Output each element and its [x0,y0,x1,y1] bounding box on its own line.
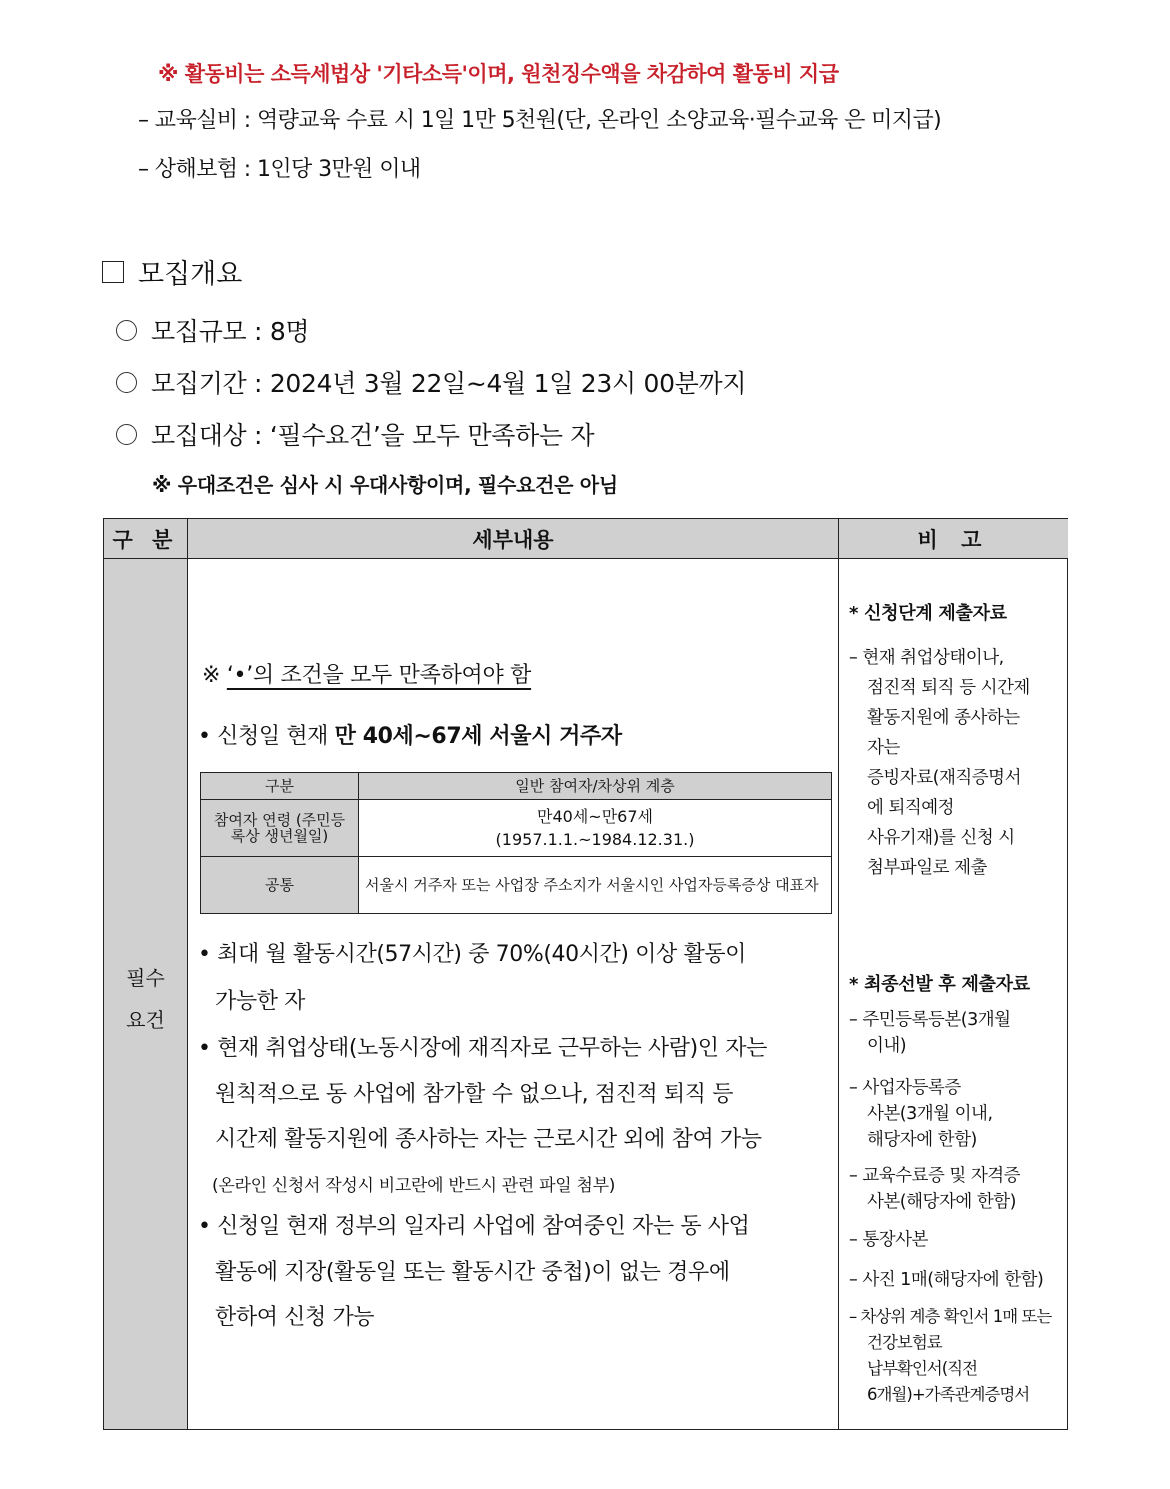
note-line: 자는 [867,738,900,758]
birth-date-range: (1957.1.1.~1984.12.31.) [495,830,695,849]
recruit-period-label: 모집기간 [151,369,247,398]
apply-stage-docs [849,643,1064,883]
circle-bullet-icon [116,424,137,445]
recruit-size-label: 모집규모 [151,317,247,346]
recruit-period-row [116,364,746,400]
note-line: – 사진 1매(해당자에 한함) [849,1270,1044,1290]
common-label: 공통 [201,857,359,914]
preference-note: ※ 우대조건은 심사 시 우대사항이며, 필수요건은 아님 [152,473,618,497]
circle-bullet-icon [116,320,137,341]
bullet-employment-cont2: 시간제 활동지원에 종사하는 자는 근로시간 외에 참여 가능 [215,1127,762,1152]
note-line: – 차상위 계층 확인서 1매 또는 [849,1307,1052,1326]
age-criteria-table [200,772,832,914]
note-line: – 사업자등록증 [849,1078,961,1098]
bullet-activity-hours: • 최대 월 활동시간(57시간) 중 70%(40시간) 이상 활동이 [198,942,747,967]
requirement-note-underlined: ‘•’의 조건을 모두 만족하여야 함 [226,663,532,688]
common-value: 서울시 거주자 또는 사업장 주소지가 서울시인 사업자등록증상 대표자 [359,857,832,914]
bullet-activity-hours-cont: 가능한 자 [215,989,306,1014]
bullet-government-job-cont1: 활동에 지장(활동일 또는 활동시간 중첩)이 없는 경우에 [215,1260,730,1285]
note-line: 건강보험료 [867,1333,942,1352]
separator: : [246,317,270,346]
requirement-note [202,658,531,689]
section-title [102,252,242,291]
bullet-government-job-cont2: 한하여 신청 가능 [215,1305,375,1330]
bullet-employment: • 현재 취업상태(노동시장에 재직자로 근무하는 사람)인 자는 [198,1036,767,1061]
recruit-target-label: 모집대상 [151,421,247,450]
note-line: – 현재 취업상태이나, [849,648,1004,668]
circle-bullet-icon [116,372,137,393]
note-line: 에 퇴직예정 [867,798,955,818]
final-doc-resident-register [849,1007,1064,1059]
age-range: 만40세~만67세 [537,807,653,826]
remarks-cell [839,559,1068,1429]
age-value [359,800,832,857]
header-details: 세부내용 [188,519,839,559]
requirements-table [103,518,1068,1430]
category-line2: 요건 [126,1008,165,1032]
section-title-text: 모집개요 [138,259,243,290]
insurance-line: – 상해보험 : 1인당 3만원 이내 [138,157,421,182]
bullet-age-residence [198,719,622,750]
header-category: 구 분 [104,519,188,559]
final-doc-certificates [849,1163,1064,1215]
attachment-note: (온라인 신청서 작성시 비고란에 반드시 관련 파일 첨부) [212,1176,616,1196]
recruit-period-value: 2024년 3월 22일~4월 1일 23시 00분까지 [269,369,747,398]
note-line: 사본(3개월 이내, [867,1104,993,1124]
note-line: – 주민등록등본(3개월 [849,1010,1011,1030]
details-cell [188,559,839,1429]
bullet-government-job: • 신청일 현재 정부의 일자리 사업에 참여중인 자는 동 사업 [198,1214,750,1239]
recruit-target-row [116,416,594,452]
note-line: – 통장사본 [849,1230,928,1250]
header-remarks: 비 고 [839,519,1068,559]
note-line: 6개월)+가족관계증명서 [867,1385,1030,1404]
age-label: 참여자 연령 (주민등록상 생년월일) [201,800,359,857]
bullet-employment-cont1: 원칙적으로 동 사업에 참가할 수 없으나, 점진적 퇴직 등 [215,1082,734,1107]
inner-header-group: 일반 참여자/차상위 계층 [359,773,832,800]
note-line: 이내) [867,1036,907,1056]
education-cost-line: – 교육실비 : 역량교육 수료 시 1일 1만 5천원(단, 온라인 소양교육·필수교육 은 미지급) [138,108,942,133]
note-line: 증빙자료(재직증명서 [867,768,1021,788]
separator: : [246,369,270,398]
category-cell [104,559,188,1429]
final-doc-low-income [849,1304,1064,1408]
note-line: 사본(해당자에 한함) [867,1192,1016,1212]
income-tax-note: ※ 활동비는 소득세법상 '기타소득'이며, 원천징수액을 차감하여 활동비 지급 [158,62,839,86]
apply-stage-heading: * 신청단계 제출자료 [849,603,1007,624]
bullet-bold-text: 만 40세~67세 서울시 거주자 [334,724,622,749]
note-line: 활동지원에 종사하는 [867,708,1020,728]
inner-header-category: 구분 [201,773,359,800]
separator: : [246,421,270,450]
square-bullet-icon [102,261,124,283]
recruit-size-row [116,312,309,348]
bullet-text: • 신청일 현재 [198,724,335,749]
category-line1: 필수 [126,966,165,990]
note-line: 점진적 퇴직 등 시간제 [867,678,1030,698]
note-mark: ※ [202,663,227,688]
final-stage-heading: * 최종선발 후 제출자료 [849,974,1030,995]
note-line: 첨부파일로 제출 [867,858,987,878]
recruit-target-value: ‘필수요건’을 모두 만족하는 자 [269,421,595,450]
note-line: 사유기재)를 신청 시 [867,828,1015,848]
note-line: 해당자에 한함) [867,1130,977,1150]
note-line: – 교육수료증 및 자격증 [849,1166,1021,1186]
recruit-size-value: 8명 [269,317,310,346]
note-line: 납부확인서(직전 [867,1359,978,1378]
final-doc-bankbook [849,1227,1064,1253]
final-doc-business-registration [849,1075,1064,1153]
final-doc-photo [849,1267,1064,1293]
